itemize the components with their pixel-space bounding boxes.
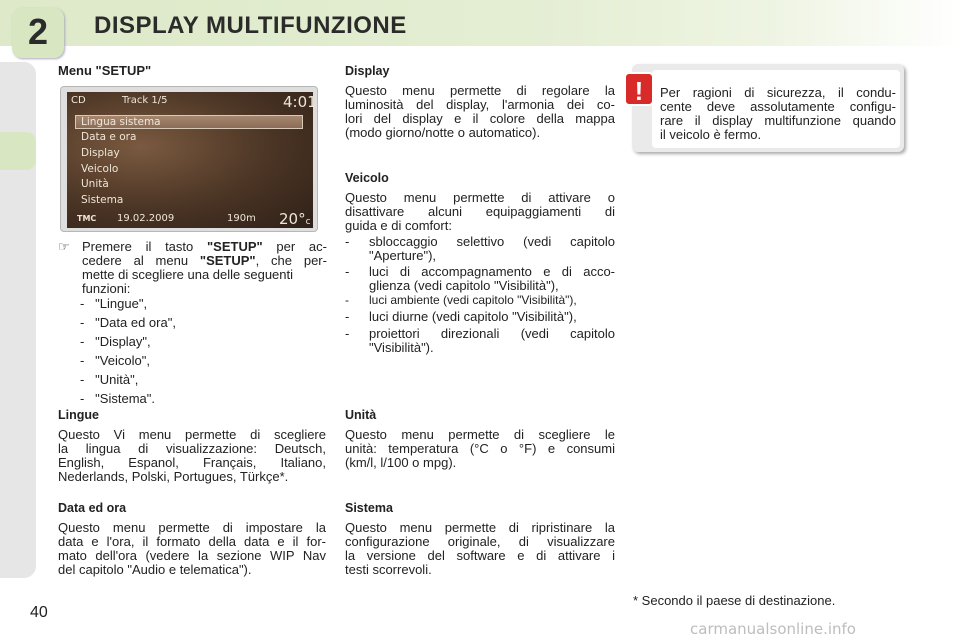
screen-menu-item: Data e ora bbox=[81, 131, 137, 143]
lingue-line: la lingua di visualizzazione: Deutsch, bbox=[58, 441, 326, 456]
instruction-line: cedere al menu "SETUP", che per- bbox=[82, 253, 327, 268]
veicolo-line: guida e di comfort: bbox=[345, 218, 452, 233]
screen-track: Track 1/5 bbox=[122, 95, 168, 106]
data-ora-heading: Data ed ora bbox=[58, 501, 127, 515]
setup-heading: Menu "SETUP" bbox=[58, 63, 152, 78]
option-item: - "Sistema". bbox=[80, 391, 155, 406]
screen-temperature: 20°c bbox=[279, 210, 311, 228]
option-item: - "Display", bbox=[80, 334, 151, 349]
unita-line: unità: temperatura (°C o °F) e consumi bbox=[345, 441, 615, 456]
screen-status-bar bbox=[67, 92, 317, 111]
lingue-heading: Lingue bbox=[58, 408, 99, 422]
sistema-line: testi scorrevoli. bbox=[345, 562, 432, 577]
sistema-line: la versione del software e di attivare i bbox=[345, 548, 615, 563]
display-line: luminosità del display, l'armonia dei co- bbox=[345, 97, 615, 112]
veicolo-line: Questo menu permette di attivare o bbox=[345, 190, 615, 205]
screen-menu-item: Veicolo bbox=[81, 163, 119, 175]
screen-source: CD bbox=[71, 95, 86, 106]
display-line: Questo menu permette di regolare la bbox=[345, 83, 615, 98]
page-title: DISPLAY MULTIFUNZIONE bbox=[94, 12, 407, 39]
veicolo-item: - proiettori direzionali (vedi capitolo "Visibilità"). bbox=[345, 326, 615, 355]
screen-bottom-bar bbox=[67, 210, 313, 228]
instruction-line: Premere il tasto "SETUP" per ac- bbox=[82, 239, 327, 254]
option-item: - "Lingue", bbox=[80, 296, 148, 311]
screen-tmc: TMC bbox=[77, 214, 97, 223]
screen-clock: 4:01 bbox=[283, 93, 317, 111]
display-screen-image bbox=[60, 86, 318, 232]
chapter-number: 2 bbox=[27, 11, 49, 52]
veicolo-item: - luci di accompagnamento e di acco- glienza (vedi capitolo "Visibilità"), bbox=[345, 264, 615, 293]
data-ora-line: mato dell'ora (vedere la sezione WIP Nav bbox=[58, 548, 326, 563]
screen-menu-item: Lingua sistema bbox=[81, 116, 161, 128]
lingue-line: Questo Vi menu permette di scegliere bbox=[58, 427, 326, 442]
option-item: - "Data ed ora", bbox=[80, 315, 176, 330]
display-line: lori del display e il colore della mappa bbox=[345, 111, 615, 126]
veicolo-item: - sbloccaggio selettivo (vedi capitolo "Aperture"), bbox=[345, 234, 615, 263]
chapter-tab-active bbox=[0, 132, 36, 170]
veicolo-item: - luci ambiente (vedi capitolo "Visibilità"), bbox=[345, 293, 577, 307]
lingue-line: English, Espanol, Français, Italiano, bbox=[58, 455, 326, 470]
unita-line: Questo menu permette di scegliere le bbox=[345, 427, 615, 442]
display-heading: Display bbox=[345, 64, 390, 78]
footnote: * Secondo il paese di destinazione. bbox=[633, 593, 836, 608]
display-line: (modo giorno/notte o automatico). bbox=[345, 125, 541, 140]
screen-date: 19.02.2009 bbox=[117, 213, 175, 224]
screen-menu-item: Sistema bbox=[81, 194, 124, 206]
warning-text: Per ragioni di sicurezza, il condu- cente deve assolutamente configu- rare il display multifunzione quando il veicolo è fermo. bbox=[660, 85, 896, 142]
sistema-heading: Sistema bbox=[345, 501, 393, 515]
warning-icon: ! bbox=[624, 72, 654, 106]
watermark: carmanualsonline.info bbox=[690, 620, 856, 638]
option-item: - "Unità", bbox=[80, 372, 139, 387]
display-screen bbox=[67, 92, 317, 228]
sistema-line: Questo menu permette di ripristinare la bbox=[345, 520, 615, 535]
data-ora-line: del capitolo "Audio e telematica"). bbox=[58, 562, 252, 577]
screen-menu-item: Unità bbox=[81, 178, 109, 190]
veicolo-line: disattivare alcuni equipaggiamenti di bbox=[345, 204, 615, 219]
option-item: - "Veicolo", bbox=[80, 353, 150, 368]
sistema-line: configurazione originale, di visualizzare bbox=[345, 534, 615, 549]
chapter-badge bbox=[12, 8, 64, 58]
veicolo-heading: Veicolo bbox=[345, 171, 389, 185]
unita-heading: Unità bbox=[345, 408, 377, 422]
lingue-line: Nederlands, Polski, Portugues, Türkçe*. bbox=[58, 469, 289, 484]
data-ora-line: data e l'ora, il formato della data e il for- bbox=[58, 534, 326, 549]
pointer-bullet-icon: ☞ bbox=[58, 239, 70, 254]
screen-distance: 190m bbox=[227, 213, 256, 224]
screen-menu-item: Display bbox=[81, 147, 120, 159]
unita-line: (km/l, l/100 o mpg). bbox=[345, 455, 457, 470]
page-number: 40 bbox=[30, 604, 48, 621]
instruction-line: mette di scegliere una delle seguenti bbox=[82, 267, 294, 282]
veicolo-item: - luci diurne (vedi capitolo "Visibilità"), bbox=[345, 309, 577, 324]
instruction-line: funzioni: bbox=[82, 281, 131, 296]
data-ora-line: Questo menu permette di impostare la bbox=[58, 520, 326, 535]
